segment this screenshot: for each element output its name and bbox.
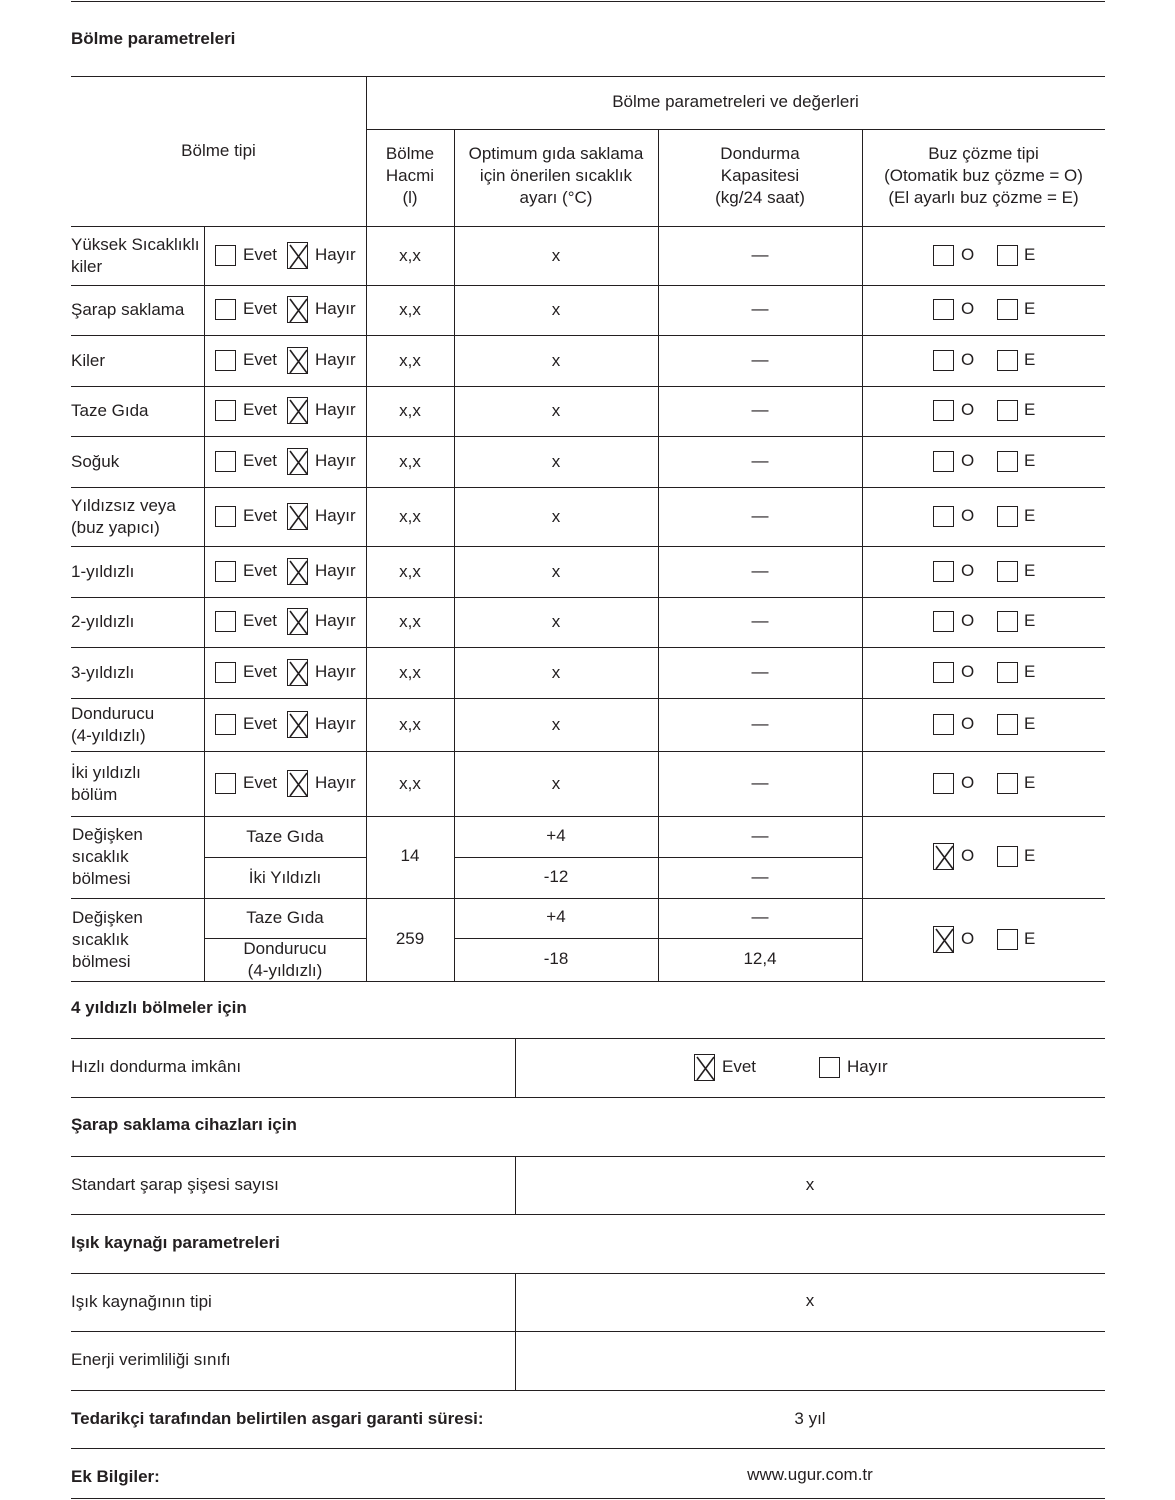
freezing-capacity-value: — bbox=[751, 611, 769, 630]
freezing-capacity-value: 12,4 bbox=[743, 948, 777, 968]
freezing-capacity-value: — bbox=[751, 825, 769, 845]
variable-sub-type bbox=[204, 816, 366, 857]
freezing-capacity-value: — bbox=[751, 713, 769, 733]
no-label: Hayır bbox=[315, 299, 356, 318]
compartment-name-line: 3-yıldızlı bbox=[71, 662, 135, 682]
section-rule bbox=[71, 1448, 1105, 1449]
section-rule bbox=[71, 1097, 1105, 1098]
yes-label: Evet bbox=[243, 450, 278, 470]
light-type-value: x bbox=[805, 1291, 815, 1310]
auto-defrost-checkbox[interactable] bbox=[933, 926, 954, 953]
column-divider bbox=[862, 386, 863, 436]
auto-defrost-label: O bbox=[961, 244, 975, 264]
manual-defrost-label: E bbox=[1024, 772, 1036, 792]
auto-defrost-checkbox[interactable] bbox=[933, 843, 954, 870]
variable-sub-type-text bbox=[249, 867, 321, 889]
temperature-value: -12 bbox=[543, 866, 569, 886]
compartment-name-text bbox=[71, 451, 119, 473]
no-checkbox[interactable] bbox=[287, 448, 308, 475]
manual-defrost-checkbox[interactable] bbox=[997, 299, 1018, 320]
auto-defrost-label: O bbox=[961, 772, 975, 792]
yes-checkbox[interactable] bbox=[215, 350, 236, 371]
yes-checkbox[interactable] bbox=[215, 506, 236, 527]
header-group-rule bbox=[366, 129, 1105, 130]
volume-value: x,x bbox=[399, 300, 421, 319]
variable-compartment-name-text bbox=[72, 907, 143, 973]
freezing-capacity-header-line: Kapasitesi bbox=[720, 166, 800, 185]
temperature-header bbox=[454, 143, 658, 209]
manual-defrost-label: E bbox=[1024, 450, 1036, 470]
table-bottom-rule bbox=[71, 981, 1105, 982]
temperature-value: +4 bbox=[546, 825, 566, 845]
compartment-name-text bbox=[71, 400, 149, 422]
extra-info-link: www.ugur.com.tr bbox=[747, 1465, 873, 1484]
temperature-value: x bbox=[551, 773, 561, 793]
compartment-name-line: 2-yıldızlı bbox=[71, 612, 135, 631]
column-divider bbox=[204, 226, 205, 285]
compartment-name bbox=[71, 546, 200, 597]
auto-defrost-label: O bbox=[961, 560, 975, 580]
freezing-capacity-value: — bbox=[751, 772, 769, 792]
defrost-type-header-line: (Otomatik buz çözme = O) bbox=[884, 166, 1083, 185]
column-divider bbox=[862, 597, 863, 647]
variable-compartment-name-line: sıcaklık bbox=[72, 847, 129, 866]
no-checkbox[interactable] bbox=[287, 347, 308, 374]
section-rule bbox=[71, 1273, 1105, 1274]
temperature-header-text bbox=[469, 143, 644, 209]
defrost-type-header-text bbox=[884, 143, 1083, 209]
compartment-name bbox=[71, 647, 200, 698]
row-divider bbox=[71, 487, 1105, 488]
column-divider bbox=[862, 546, 863, 597]
variable-compartment-name-line: Değişken bbox=[72, 907, 143, 927]
variable-sub-type-text bbox=[243, 938, 326, 982]
bottom-rule bbox=[71, 1498, 1105, 1499]
yes-label: Evet bbox=[243, 505, 278, 525]
header-top-rule bbox=[71, 76, 1105, 77]
auto-defrost-label: O bbox=[961, 611, 975, 630]
auto-defrost-label: O bbox=[961, 299, 975, 318]
compartment-name bbox=[71, 597, 200, 647]
temperature-header-line: için önerilen sıcaklık bbox=[479, 166, 633, 185]
volume-header-line: (l) bbox=[402, 188, 418, 207]
manual-defrost-label: E bbox=[1024, 846, 1036, 865]
no-label: Hayır bbox=[315, 661, 356, 681]
yes-checkbox[interactable] bbox=[215, 451, 236, 472]
defrost-type-header-line: (El ayarlı buz çözme = E) bbox=[888, 188, 1079, 207]
no-label: Hayır bbox=[315, 450, 356, 470]
volume-value: x,x bbox=[399, 451, 421, 471]
temperature-value: x bbox=[551, 451, 561, 471]
freezing-capacity-header bbox=[658, 143, 862, 209]
volume-header-line: Bölme bbox=[385, 144, 435, 163]
variable-sub-type-line: (4-yıldızlı) bbox=[247, 960, 323, 980]
column-divider bbox=[204, 597, 205, 647]
volume-value: x,x bbox=[399, 561, 421, 581]
column-divider bbox=[204, 436, 205, 487]
column-divider bbox=[204, 546, 205, 597]
manual-defrost-label: E bbox=[1024, 505, 1036, 525]
row-divider bbox=[71, 546, 1105, 547]
column-divider bbox=[204, 386, 205, 436]
column-divider bbox=[862, 436, 863, 487]
section-title: Bölme parametreleri bbox=[71, 29, 236, 48]
volume-value: x,x bbox=[399, 401, 421, 420]
auto-defrost-label: O bbox=[961, 846, 975, 865]
yes-checkbox[interactable] bbox=[215, 773, 236, 794]
manual-defrost-checkbox[interactable] bbox=[997, 561, 1018, 582]
column-divider bbox=[204, 698, 205, 751]
auto-defrost-label: O bbox=[961, 400, 975, 419]
compartment-name-line: Soğuk bbox=[71, 451, 120, 471]
wine-bottles-label: Standart şarap şişesi sayısı bbox=[71, 1175, 279, 1194]
section-rule bbox=[71, 1390, 1105, 1391]
temperature-value: x bbox=[551, 245, 561, 265]
column-divider bbox=[862, 898, 863, 981]
wine-section-title: Şarap saklama cihazları için bbox=[71, 1115, 297, 1134]
no-checkbox[interactable] bbox=[287, 296, 308, 323]
compartment-name-text bbox=[71, 611, 134, 633]
top-rule bbox=[71, 1, 1105, 2]
no-label: Hayır bbox=[315, 244, 356, 264]
volume-value: x,x bbox=[399, 612, 421, 631]
header-bottom-rule bbox=[71, 226, 1105, 227]
compartment-type-header: Bölme tipi bbox=[181, 141, 256, 160]
compartment-name-line: İki yıldızlı bbox=[71, 762, 141, 782]
compartment-name-line: Yıldızsız veya bbox=[71, 495, 176, 515]
yes-checkbox[interactable] bbox=[215, 662, 236, 683]
compartment-name-line: 1-yıldızlı bbox=[71, 561, 135, 581]
temperature-header-line: Optimum gıda saklama bbox=[468, 144, 644, 163]
auto-defrost-checkbox[interactable] bbox=[933, 662, 954, 683]
energy-class-label: Enerji verimliliği sınıfı bbox=[71, 1350, 231, 1369]
variable-sub-type bbox=[204, 898, 366, 938]
section-rule bbox=[71, 1214, 1105, 1215]
no-label: Hayır bbox=[315, 349, 356, 369]
light-section-title: Işık kaynağı parametreleri bbox=[71, 1233, 280, 1252]
row-divider bbox=[71, 436, 1105, 437]
yes-label: Evet bbox=[243, 772, 278, 792]
row-divider bbox=[71, 335, 1105, 336]
volume-value: 14 bbox=[400, 846, 420, 865]
no-label: Hayır bbox=[315, 400, 356, 419]
row-divider bbox=[71, 386, 1105, 387]
variable-compartment-name-line: Değişken bbox=[72, 825, 143, 844]
variable-sub-type-line: Taze Gıda bbox=[246, 826, 324, 846]
volume-value: x,x bbox=[399, 662, 421, 682]
column-divider bbox=[862, 751, 863, 816]
yes-checkbox[interactable] bbox=[215, 299, 236, 320]
auto-defrost-label: O bbox=[961, 505, 975, 525]
freezing-capacity-value: — bbox=[751, 244, 769, 264]
fast-freeze-yes-checkbox[interactable] bbox=[694, 1054, 715, 1081]
temperature-value: x bbox=[551, 662, 561, 682]
compartment-name-line: kiler bbox=[71, 256, 103, 276]
volume-header-text bbox=[386, 143, 434, 209]
auto-defrost-checkbox[interactable] bbox=[933, 561, 954, 582]
row-divider bbox=[71, 597, 1105, 598]
temperature-header-line: ayarı (°C) bbox=[519, 188, 593, 207]
no-checkbox[interactable] bbox=[287, 711, 308, 738]
variable-compartment-name-line: bölmesi bbox=[72, 869, 131, 888]
auto-defrost-checkbox[interactable] bbox=[933, 714, 954, 735]
manual-defrost-checkbox[interactable] bbox=[997, 611, 1018, 632]
volume-header bbox=[366, 143, 454, 209]
variable-compartment-name-line: bölmesi bbox=[72, 951, 131, 971]
compartment-name-text bbox=[71, 495, 176, 539]
compartment-name-line: (buz yapıcı) bbox=[71, 517, 160, 537]
compartment-name-line: (4-yıldızlı) bbox=[71, 725, 146, 745]
compartment-name-text bbox=[71, 350, 105, 372]
compartment-name-text bbox=[71, 561, 134, 583]
auto-defrost-checkbox[interactable] bbox=[933, 400, 954, 421]
auto-defrost-checkbox[interactable] bbox=[933, 451, 954, 472]
temperature-value: x bbox=[551, 300, 561, 319]
manual-defrost-label: E bbox=[1024, 244, 1036, 264]
auto-defrost-checkbox[interactable] bbox=[933, 299, 954, 320]
column-divider bbox=[204, 487, 205, 546]
no-checkbox[interactable] bbox=[287, 503, 308, 530]
freezing-capacity-header-line: (kg/24 saat) bbox=[715, 188, 805, 207]
yes-label: Evet bbox=[243, 299, 278, 318]
auto-defrost-label: O bbox=[961, 713, 975, 733]
variable-sub-type bbox=[204, 857, 366, 898]
compartment-name-line: Şarap saklama bbox=[71, 300, 185, 319]
compartment-name-line: Yüksek Sıcaklıklı bbox=[71, 234, 200, 254]
compartment-name-text bbox=[71, 299, 184, 321]
no-checkbox[interactable] bbox=[287, 770, 308, 797]
volume-value: x,x bbox=[399, 773, 421, 793]
yes-label: Evet bbox=[243, 560, 278, 580]
parameters-group-header: Bölme parametreleri ve değerleri bbox=[612, 92, 859, 111]
column-divider bbox=[862, 647, 863, 698]
column-divider bbox=[204, 647, 205, 698]
temperature-value: x bbox=[551, 612, 561, 631]
temperature-value: x bbox=[551, 714, 561, 734]
yes-label: Evet bbox=[243, 713, 278, 733]
variable-compartment-name bbox=[72, 898, 201, 981]
warranty-label: Tedarikçi tarafından belirtilen asgari garanti süresi: bbox=[71, 1409, 484, 1428]
manual-defrost-checkbox[interactable] bbox=[997, 350, 1018, 371]
extra-info-label: Ek Bilgiler: bbox=[71, 1467, 160, 1486]
compartment-name-line: Kiler bbox=[71, 350, 106, 370]
four-star-section-title: 4 yıldızlı bölmeler için bbox=[71, 998, 247, 1017]
temperature-value: +4 bbox=[546, 907, 566, 926]
column-divider bbox=[862, 335, 863, 386]
volume-value: x,x bbox=[399, 245, 421, 265]
variable-compartment-name-line: sıcaklık bbox=[72, 929, 129, 949]
freezing-capacity-header-text bbox=[715, 143, 805, 209]
column-divider bbox=[862, 487, 863, 546]
manual-defrost-checkbox[interactable] bbox=[997, 773, 1018, 794]
variable-sub-type bbox=[204, 938, 366, 981]
compartment-name-line: Dondurucu bbox=[71, 703, 155, 723]
row-divider bbox=[71, 647, 1105, 648]
auto-defrost-label: O bbox=[961, 450, 975, 470]
temperature-value: x bbox=[551, 506, 561, 526]
compartment-name bbox=[71, 698, 200, 751]
fast-freeze-label: Hızlı dondurma imkânı bbox=[71, 1057, 242, 1076]
fast-freeze-no-label: Hayır bbox=[847, 1057, 888, 1076]
volume-value: x,x bbox=[399, 350, 421, 370]
yes-checkbox[interactable] bbox=[215, 611, 236, 632]
manual-defrost-checkbox[interactable] bbox=[997, 929, 1018, 950]
value-divider bbox=[515, 1038, 516, 1097]
yes-label: Evet bbox=[243, 349, 278, 369]
temperature-value: x bbox=[551, 401, 561, 420]
wine-bottles-value: x bbox=[805, 1175, 815, 1194]
compartment-name bbox=[71, 285, 200, 335]
no-label: Hayır bbox=[315, 560, 356, 580]
volume-value: x,x bbox=[399, 506, 421, 526]
compartment-name bbox=[71, 386, 200, 436]
manual-defrost-checkbox[interactable] bbox=[997, 662, 1018, 683]
compartment-name-text bbox=[71, 762, 141, 806]
temperature-value: x bbox=[551, 561, 561, 581]
auto-defrost-checkbox[interactable] bbox=[933, 245, 954, 266]
compartment-name bbox=[71, 487, 200, 546]
yes-checkbox[interactable] bbox=[215, 714, 236, 735]
no-checkbox[interactable] bbox=[287, 608, 308, 635]
compartment-name bbox=[71, 226, 200, 285]
yes-checkbox[interactable] bbox=[215, 561, 236, 582]
freezing-capacity-value: — bbox=[751, 560, 769, 580]
auto-defrost-checkbox[interactable] bbox=[933, 506, 954, 527]
variable-compartment-name bbox=[72, 816, 201, 898]
defrost-type-header-line: Buz çözme tipi bbox=[928, 144, 1039, 163]
variable-compartment-name-text bbox=[72, 824, 143, 890]
column-divider bbox=[862, 816, 863, 898]
auto-defrost-label: O bbox=[961, 928, 975, 948]
fast-freeze-yes-label: Evet bbox=[722, 1057, 757, 1076]
manual-defrost-label: E bbox=[1024, 560, 1036, 580]
manual-defrost-checkbox[interactable] bbox=[997, 506, 1018, 527]
auto-defrost-checkbox[interactable] bbox=[933, 773, 954, 794]
variable-sub-type-text bbox=[246, 826, 324, 848]
section-rule bbox=[71, 1156, 1105, 1157]
freezing-capacity-value: — bbox=[751, 450, 769, 470]
compartment-name bbox=[71, 335, 200, 386]
variable-sub-type-line: İki Yıldızlı bbox=[248, 867, 322, 887]
column-divider bbox=[862, 698, 863, 751]
compartment-name-text bbox=[71, 234, 200, 278]
fast-freeze-no-checkbox[interactable] bbox=[819, 1057, 840, 1078]
no-label: Hayır bbox=[315, 611, 356, 630]
column-divider bbox=[204, 335, 205, 386]
yes-label: Evet bbox=[243, 661, 278, 681]
auto-defrost-checkbox[interactable] bbox=[933, 611, 954, 632]
manual-defrost-checkbox[interactable] bbox=[997, 714, 1018, 735]
no-checkbox[interactable] bbox=[287, 558, 308, 585]
row-divider bbox=[71, 285, 1105, 286]
compartment-name bbox=[71, 436, 200, 487]
yes-checkbox[interactable] bbox=[215, 245, 236, 266]
yes-label: Evet bbox=[243, 611, 278, 630]
variable-sub-type-line: Taze Gıda bbox=[246, 908, 324, 927]
column-divider bbox=[204, 285, 205, 335]
warranty-value: 3 yıl bbox=[794, 1409, 826, 1428]
temperature-value: x bbox=[551, 350, 561, 370]
freezing-capacity-value: — bbox=[751, 907, 769, 926]
freezing-capacity-value: — bbox=[751, 299, 769, 318]
freezing-capacity-value: — bbox=[751, 866, 769, 886]
no-checkbox[interactable] bbox=[287, 397, 308, 424]
no-label: Hayır bbox=[315, 505, 356, 525]
section-rule bbox=[71, 1038, 1105, 1039]
volume-value: 259 bbox=[395, 928, 425, 948]
freezing-capacity-header-line: Dondurma bbox=[720, 144, 800, 163]
no-label: Hayır bbox=[315, 772, 356, 792]
manual-defrost-label: E bbox=[1024, 611, 1036, 630]
no-label: Hayır bbox=[315, 713, 356, 733]
yes-label: Evet bbox=[243, 400, 278, 419]
manual-defrost-checkbox[interactable] bbox=[997, 846, 1018, 867]
compartment-name-text bbox=[71, 662, 134, 684]
compartment-name bbox=[71, 751, 200, 816]
row-divider bbox=[71, 751, 1105, 752]
temperature-value: -18 bbox=[543, 948, 569, 968]
freezing-capacity-value: — bbox=[751, 661, 769, 681]
light-type-label: Işık kaynağının tipi bbox=[71, 1292, 212, 1311]
manual-defrost-label: E bbox=[1024, 299, 1036, 318]
compartment-name-line: bölüm bbox=[71, 784, 118, 804]
freezing-capacity-value: — bbox=[751, 400, 769, 419]
manual-defrost-label: E bbox=[1024, 661, 1036, 681]
column-divider bbox=[862, 226, 863, 285]
compartment-name-text bbox=[71, 703, 154, 747]
auto-defrost-checkbox[interactable] bbox=[933, 350, 954, 371]
freezing-capacity-value: — bbox=[751, 505, 769, 525]
row-divider bbox=[71, 698, 1105, 699]
column-divider bbox=[204, 751, 205, 816]
no-checkbox[interactable] bbox=[287, 659, 308, 686]
manual-defrost-checkbox[interactable] bbox=[997, 245, 1018, 266]
compartment-name-line: Taze Gıda bbox=[71, 401, 149, 420]
manual-defrost-label: E bbox=[1024, 349, 1036, 369]
yes-label: Evet bbox=[243, 244, 278, 264]
manual-defrost-label: E bbox=[1024, 400, 1036, 419]
variable-sub-type-text bbox=[246, 907, 324, 929]
section-rule bbox=[71, 1331, 1105, 1332]
auto-defrost-label: O bbox=[961, 661, 975, 681]
manual-defrost-label: E bbox=[1024, 713, 1036, 733]
yes-checkbox[interactable] bbox=[215, 400, 236, 421]
manual-defrost-checkbox[interactable] bbox=[997, 400, 1018, 421]
column-divider bbox=[862, 285, 863, 335]
no-checkbox[interactable] bbox=[287, 242, 308, 269]
volume-value: x,x bbox=[399, 714, 421, 734]
defrost-type-header bbox=[862, 143, 1105, 209]
volume-header-line: Hacmi bbox=[385, 166, 435, 185]
variable-sub-type-line: Dondurucu bbox=[243, 938, 327, 958]
auto-defrost-label: O bbox=[961, 349, 975, 369]
manual-defrost-checkbox[interactable] bbox=[997, 451, 1018, 472]
manual-defrost-label: E bbox=[1024, 928, 1036, 948]
freezing-capacity-value: — bbox=[751, 349, 769, 369]
